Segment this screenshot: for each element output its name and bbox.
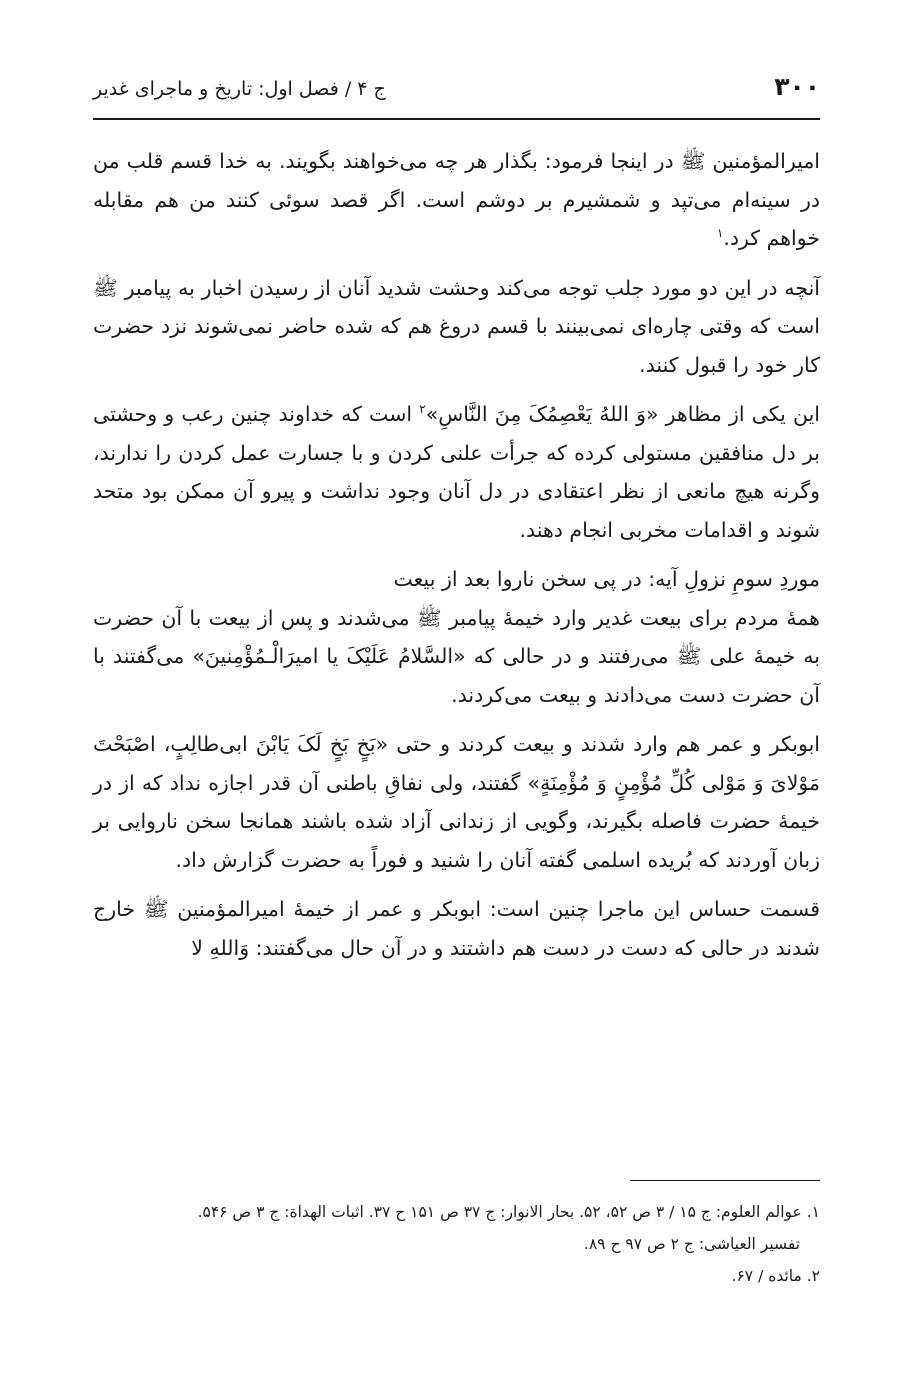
footnote-divider — [630, 1180, 820, 1181]
main-text — [93, 142, 820, 978]
paragraph — [93, 142, 820, 258]
footnote-continuation: تفسیر العیاشی: ج ۲ ص ۹۷ ح ۸۹. — [583, 1235, 800, 1253]
paragraph-text: امیرالمؤمنین ﷺ در اینجا فرمود: بگذار هر چه می‌خواهند بگویند. به خدا قسم قلب من در سینه‌ام می‌تپد و شمشیرم بر دوشم است. اگر قصد سوئی کنند من هم مقابله خواهم کرد. — [93, 149, 820, 250]
paragraph: ابوبکر و عمر هم وارد شدند و بیعت کردند و حتی «بَخٍ بَخٍ لَکَ یَابْنَ ابی‌طالِبٍ، اصْبَحْتَ مَوْلایَ وَ مَوْلی کُلِّ مُؤْمِنٍ وَ مُؤْمِنَةٍ» گفتند، ولی نفاقِ باطنی آن قدر اجازه نداد که از در خیمهٔ حضرت فاصله بگیرند، وگویی از زندانی آزاد شده باشند همانجا سخن ناروایی بر زبان آوردند که بُریده اسلمی گفته آنان را شنید و فوراً به حضرت گزارش داد. — [93, 732, 820, 872]
header-divider — [93, 118, 820, 120]
footnotes — [93, 1196, 820, 1292]
footnote-marker: ۲ — [419, 402, 426, 417]
paragraph-text: این یکی از مظاهر «وَ اللهُ یَعْصِمُکَ مِنَ النَّاسِ» — [425, 402, 820, 426]
paragraph: همهٔ مردم برای بیعت غدیر وارد خیمهٔ پیامبر ﷺ می‌شدند و پس از بیعت با آن حضرت به خیمهٔ علی ﷺ می‌رفتند و در حالی که «السَّلامُ عَلَیْکَ یا امیرَالْـمُؤْمِنینَ» می‌گفتند با آن حضرت دست می‌دادند و بیعت می‌کردند. — [93, 605, 820, 707]
paragraph: آنچه در این دو مورد جلب توجه می‌کند وحشت شدید آنان از رسیدن اخبار به پیامبر ﷺ است که وقتی چاره‌ای نمی‌بینند با قسم دروغ هم که شده حاضر نمی‌شوند نزد حضرت کار خود را قبول کنند. — [93, 275, 820, 377]
section-subheading: موردِ سومِ نزولِ آیه: در پی سخن ناروا بعد از بیعت — [393, 567, 820, 591]
footnote: ۱. عوالم العلوم: ج ۱۵ / ۳ ص ۵۲، ۵۲. بحار الانوار: ج ۳۷ ص ۱۵۱ ح ۳۷. اثبات الهداة: ج ۳ ص ۵۴۶. — [197, 1203, 820, 1221]
page-number: ۳۰۰ — [774, 72, 820, 101]
footnote: ۲. مائده / ۶۷. — [731, 1267, 820, 1285]
footnote-marker: ۱ — [716, 226, 724, 241]
paragraph-text: است که خداوند چنین رعب و وحشتی بر دل منافقین مستولی کرده که جرأت علنی کردن و با جسارت عمل کردن را ندارند، وگرنه هیچ مانعی از نظر اعتقادی در دل آنان وجود نداشت و پیرو آن ممکن بود متحد شوند و اقدامات مخربی انجام دهند. — [93, 402, 820, 542]
page-header — [93, 72, 820, 106]
paragraph: قسمت حساس این ماجرا چنین است: ابوبکر و عمر از خیمهٔ امیرالمؤمنین ﷺ خارج شدند در حالی که دست در دست هم داشتند و در آن حال می‌گفتند: وَاللهِ لا — [93, 897, 820, 960]
running-title: ج ۴ / فصل اول: تاریخ و ماجرای غدیر — [93, 78, 386, 100]
paragraph — [93, 395, 820, 549]
